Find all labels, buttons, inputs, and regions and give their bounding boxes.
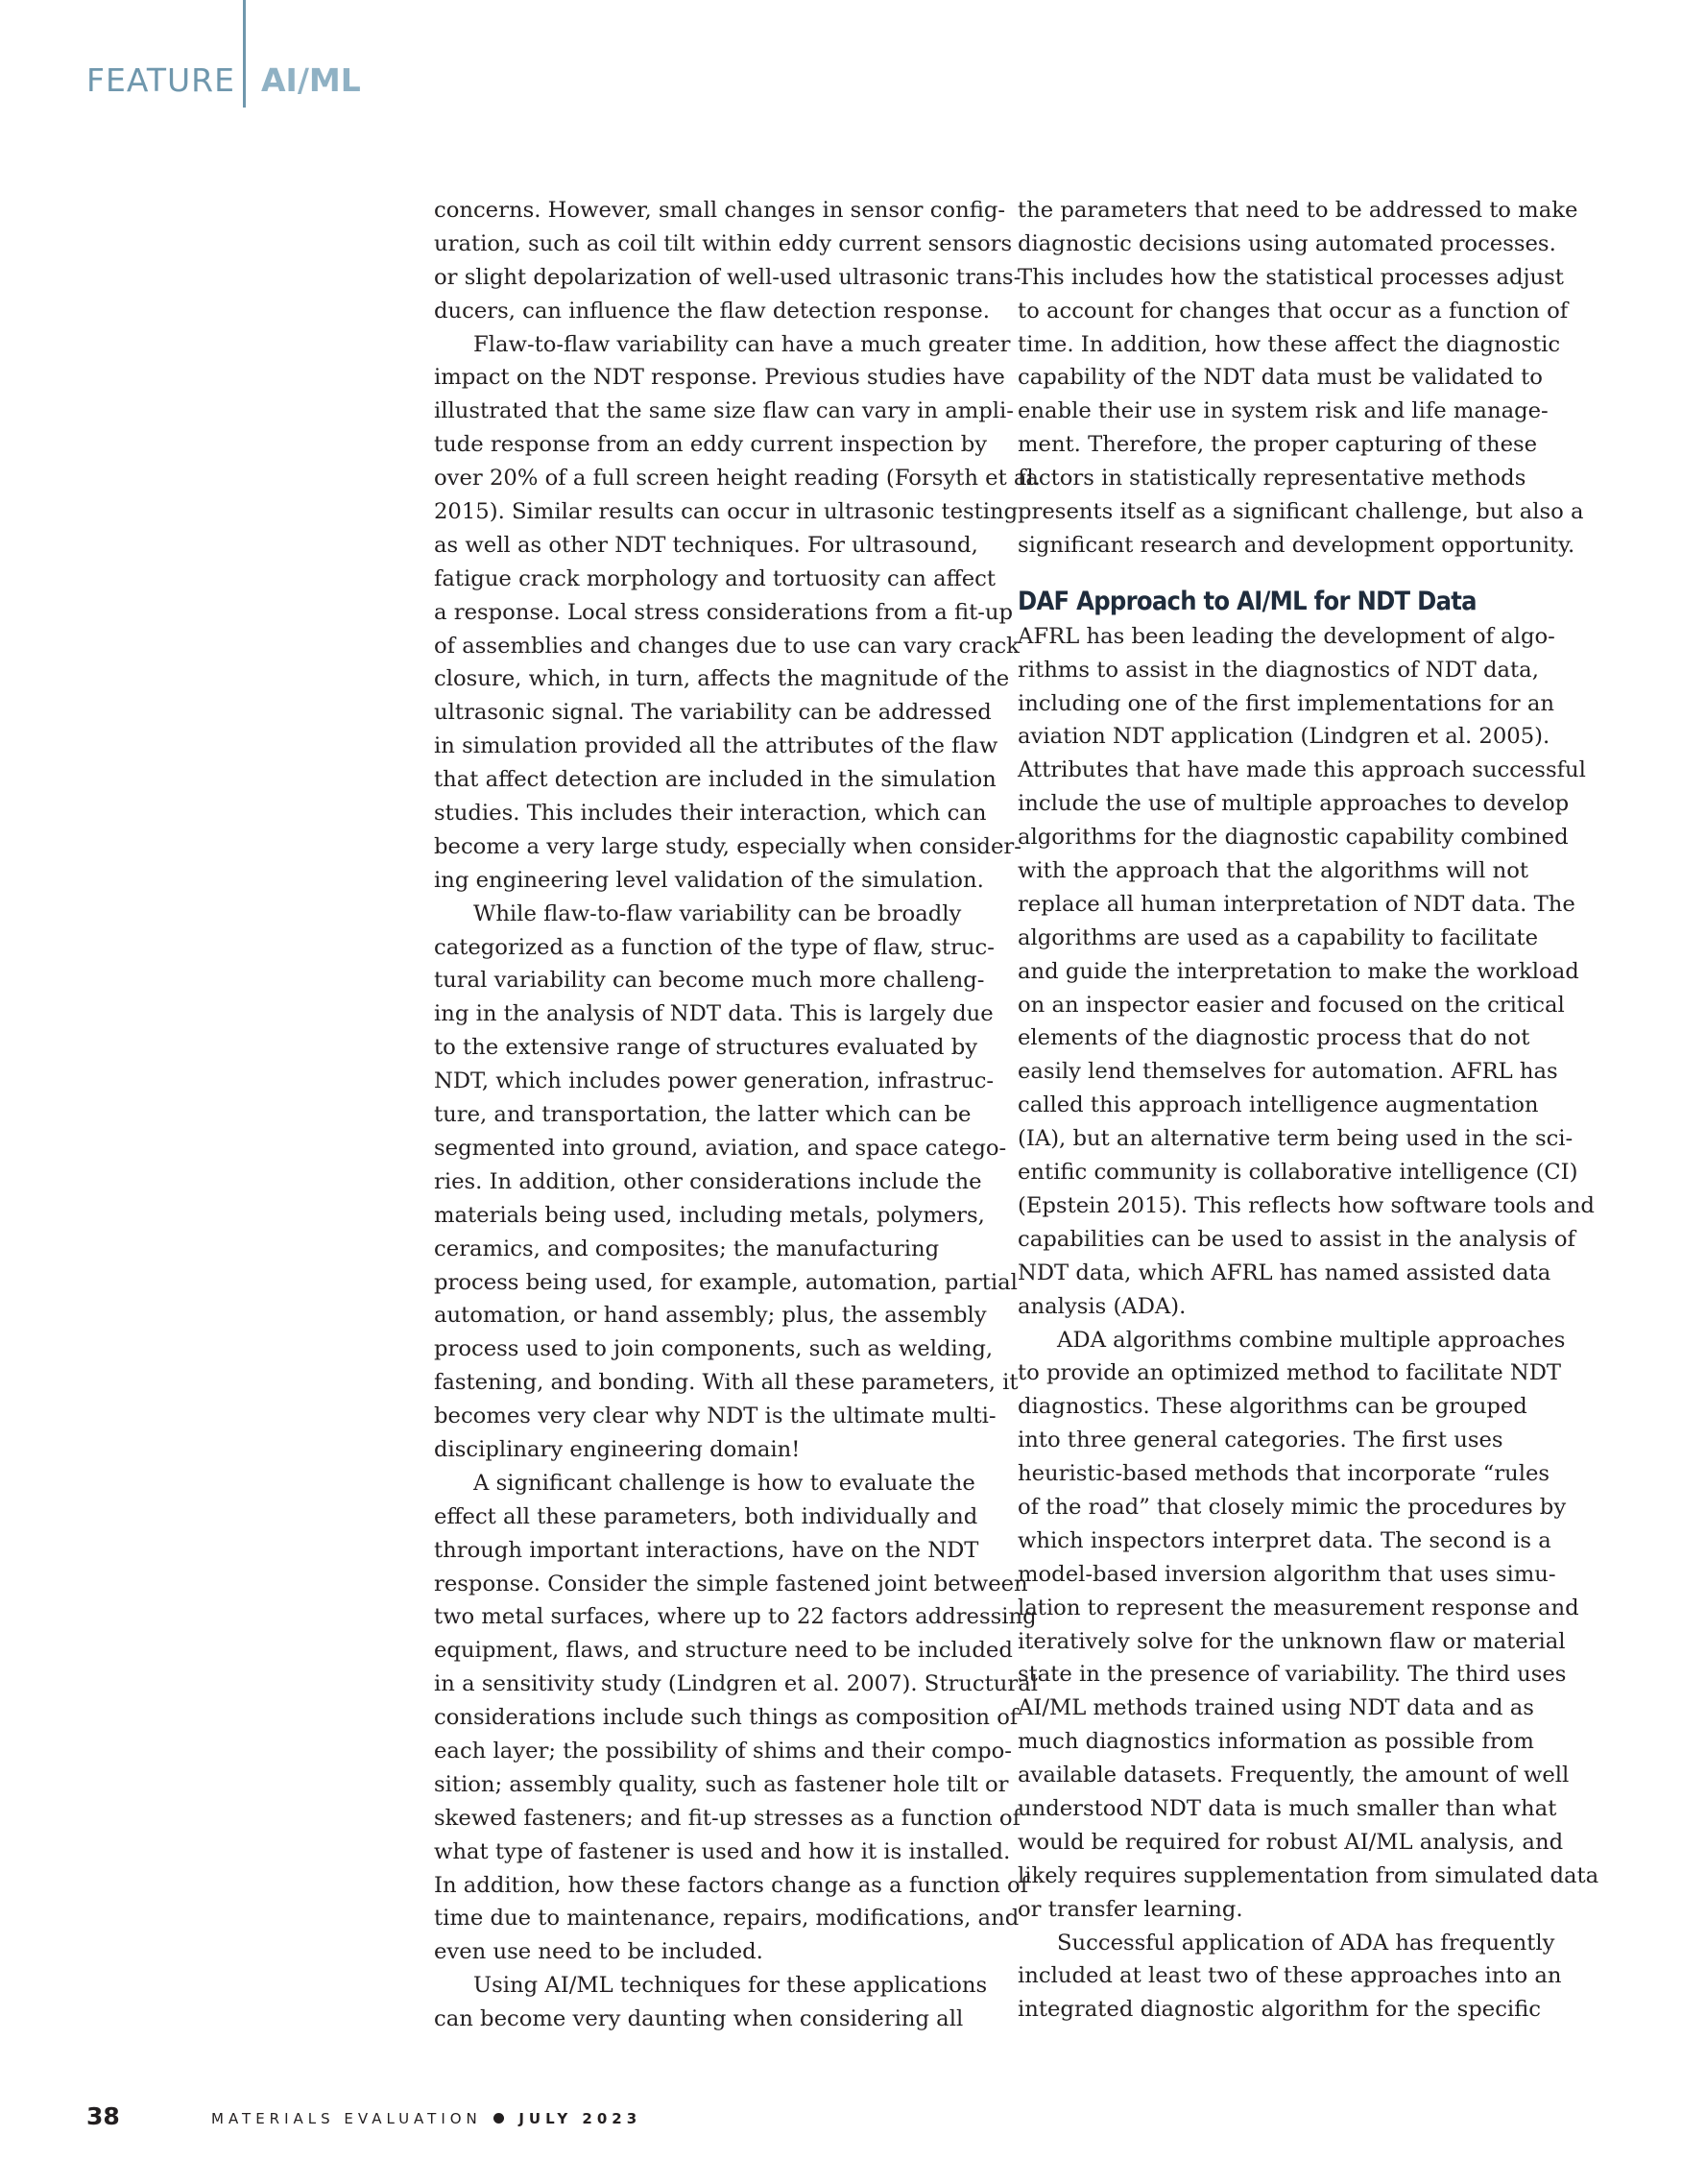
text-line: impact on the NDT response. Previous studies have (434, 365, 1005, 391)
text-line: illustrated that the same size flaw can vary in ampli- (434, 398, 1014, 424)
right-column-intro (1018, 194, 1584, 563)
text-line: each layer; the possibility of shims and their compo- (434, 1738, 1012, 1764)
section-gap (1018, 563, 1569, 584)
text-line: tude response from an eddy current inspection by (434, 432, 988, 458)
text-line: 2015). Similar results can occur in ultrasonic testing (434, 499, 1019, 525)
text-line: what type of fastener is used and how it is installed. (434, 1838, 1011, 1864)
text-line: Using AI/ML techniques for these applications (473, 1973, 988, 1999)
bullet-separator (493, 2113, 504, 2124)
text-line: of assemblies and changes due to use can vary crack (434, 633, 1020, 659)
text-line: significant research and development opportunity. (1018, 532, 1575, 558)
text-line: concerns. However, small changes in sensor config- (434, 198, 1006, 223)
publication-name: MATERIALS EVALUATION (211, 2110, 482, 2127)
text-line: model-based inversion algorithm that uses simu- (1018, 1561, 1556, 1587)
text-line: process used to join components, such as welding, (434, 1336, 994, 1362)
text-line: likely requires supplementation from simulated data (1018, 1862, 1599, 1888)
text-line: even use need to be included. (434, 1939, 763, 1965)
text-line: in a sensitivity study (Lindgren et al. 2007). Structural (434, 1671, 1038, 1697)
text-line: the parameters that need to be addressed to make (1018, 198, 1578, 223)
text-line: included at least two of these approaches into an (1018, 1963, 1562, 1989)
text-line: capabilities can be used to assist in the analysis of (1018, 1226, 1575, 1252)
text-line: Attributes that have made this approach successful (1018, 757, 1586, 783)
text-line: NDT data, which AFRL has named assisted data (1018, 1260, 1551, 1285)
text-line: Flaw-to-flaw variability can have a much greater (473, 331, 1011, 357)
text-line: over 20% of a full screen height reading (Forsyth et al. (434, 466, 1041, 492)
text-line: time due to maintenance, repairs, modifications, and (434, 1906, 1020, 1932)
text-line: ducers, can influence the flaw detection response. (434, 298, 990, 324)
text-line: factors in statistically representative methods (1018, 466, 1526, 492)
text-line: (Epstein 2015). This reflects how software tools and (1018, 1192, 1595, 1218)
text-line: In addition, how these factors change as a function of (434, 1872, 1029, 1898)
text-line: or slight depolarization of well-used ultrasonic trans- (434, 264, 1021, 290)
section-label: AI/ML (261, 61, 361, 99)
text-line: studies. This includes their interaction, which can (434, 801, 987, 827)
text-line: automation, or hand assembly; plus, the assembly (434, 1303, 987, 1329)
text-line: closure, which, in turn, affects the magnitude of the (434, 666, 1010, 692)
text-line: understood NDT data is much smaller than what (1018, 1795, 1557, 1821)
right-column (1018, 194, 1599, 2027)
text-line: equipment, flaws, and structure need to be included (434, 1638, 1013, 1664)
text-line: disciplinary engineering domain! (434, 1436, 801, 1462)
publication-line (211, 2110, 641, 2127)
text-line: skewed fasteners; and fit-up stresses as a function of (434, 1805, 1021, 1831)
text-line: fastening, and bonding. With all these parameters, it (434, 1370, 1019, 1396)
text-line: or transfer learning. (1018, 1896, 1243, 1922)
text-line: through important interactions, have on the NDT (434, 1537, 979, 1563)
text-line: replace all human interpretation of NDT data. The (1018, 891, 1575, 917)
text-line: diagnostics. These algorithms can be grouped (1018, 1394, 1527, 1420)
text-line: algorithms are used as a capability to facilitate (1018, 924, 1538, 950)
text-line: fatigue crack morphology and tortuosity can affect (434, 565, 996, 591)
text-line: would be required for robust AI/ML analysis, and (1018, 1829, 1564, 1855)
text-line: which inspectors interpret data. The second is a (1018, 1527, 1551, 1553)
text-line: aviation NDT application (Lindgren et al. 2005). (1018, 724, 1550, 750)
text-line: process being used, for example, automation, partial (434, 1269, 1018, 1295)
text-line: rithms to assist in the diagnostics of NDT data, (1018, 657, 1539, 683)
text-line: on an inspector easier and focused on the critical (1018, 992, 1565, 1018)
text-line: state in the presence of variability. The third uses (1018, 1662, 1567, 1688)
text-line: integrated diagnostic algorithm for the specific (1018, 1997, 1542, 2023)
left-column (434, 194, 1041, 2036)
text-line: heuristic-based methods that incorporate “rules (1018, 1461, 1550, 1487)
text-line: AFRL has been leading the development of algo- (1018, 623, 1555, 649)
text-line: iteratively solve for the unknown flaw or material (1018, 1628, 1566, 1654)
text-line: much diagnostics information as possible from (1018, 1729, 1534, 1755)
text-line: enable their use in system risk and life manage- (1018, 398, 1549, 424)
text-line: time. In addition, how these affect the diagnostic (1018, 331, 1561, 357)
text-line: segmented into ground, aviation, and space catego- (434, 1135, 1007, 1161)
text-line: easily lend themselves for automation. AFRL has (1018, 1059, 1558, 1085)
text-line: materials being used, including metals, polymers, (434, 1202, 985, 1228)
text-line: to account for changes that occur as a function of (1018, 298, 1569, 324)
text-line: ADA algorithms combine multiple approaches (1057, 1327, 1566, 1353)
text-line: ment. Therefore, the proper capturing of these (1018, 432, 1538, 458)
text-line: ries. In addition, other considerations include the (434, 1168, 982, 1194)
right-column-section (1018, 620, 1599, 2027)
text-line: NDT, which includes power generation, infrastruc- (434, 1068, 995, 1094)
text-line: considerations include such things as composition of (434, 1705, 1019, 1731)
text-line: categorized as a function of the type of flaw, struc- (434, 934, 995, 960)
text-line: tural variability can become much more challeng- (434, 968, 985, 994)
text-line: (IA), but an alternative term being used in the sci- (1018, 1126, 1574, 1152)
text-line: and guide the interpretation to make the workload (1018, 958, 1579, 984)
section-heading: DAF Approach to AI/ML for NDT Data (1018, 586, 1477, 616)
text-line: in simulation provided all the attributes of the flaw (434, 733, 998, 759)
text-line: elements of the diagnostic process that do not (1018, 1025, 1530, 1051)
text-line: While flaw-to-flaw variability can be broadly (473, 900, 962, 926)
text-line: becomes very clear why NDT is the ultimate multi- (434, 1404, 997, 1429)
page-number: 38 (86, 2102, 120, 2130)
text-line: A significant challenge is how to evaluate the (473, 1470, 975, 1496)
text-line: into three general categories. The first uses (1018, 1428, 1503, 1453)
header-divider (243, 0, 246, 108)
text-line: including one of the first implementations for an (1018, 690, 1554, 716)
text-line: presents itself as a significant challenge, but also a (1018, 499, 1584, 525)
text-line: capability of the NDT data must be validated to (1018, 365, 1543, 391)
text-line: AI/ML methods trained using NDT data and as (1018, 1695, 1534, 1721)
text-line: algorithms for the diagnostic capability combined (1018, 825, 1569, 851)
text-line: analysis (ADA). (1018, 1293, 1187, 1319)
issue-date: JULY 2023 (518, 2110, 642, 2127)
text-line: This includes how the statistical processes adjust (1018, 264, 1564, 290)
text-line: of the road” that closely mimic the procedures by (1018, 1494, 1567, 1520)
text-line: to the extensive range of structures evaluated by (434, 1035, 978, 1061)
text-line: response. Consider the simple fastened joint between (434, 1571, 1028, 1596)
text-line: entific community is collaborative intelligence (CI) (1018, 1160, 1578, 1186)
text-line: that affect detection are included in the simulation (434, 767, 997, 793)
text-line: become a very large study, especially when consider- (434, 833, 1021, 859)
text-line: sition; assembly quality, such as fastener hole tilt or (434, 1771, 1009, 1797)
text-line: ultrasonic signal. The variability can be addressed (434, 700, 992, 726)
text-line: available datasets. Frequently, the amount of well (1018, 1763, 1570, 1788)
text-line: two metal surfaces, where up to 22 factors addressing (434, 1604, 1037, 1630)
text-line: as well as other NDT techniques. For ultrasound, (434, 532, 978, 558)
text-line: ture, and transportation, the latter which can be (434, 1102, 972, 1128)
text-line: include the use of multiple approaches to develop (1018, 791, 1570, 817)
text-line: with the approach that the algorithms will not (1018, 858, 1529, 884)
text-line: lation to represent the measurement response and (1018, 1595, 1579, 1620)
text-line: uration, such as coil tilt within eddy current sensors (434, 230, 1013, 256)
text-line: effect all these parameters, both individually and (434, 1503, 978, 1529)
text-line: to provide an optimized method to facilitate NDT (1018, 1360, 1562, 1386)
text-line: a response. Local stress considerations from a fit-up (434, 599, 1014, 625)
text-line: ing in the analysis of NDT data. This is largely due (434, 1001, 994, 1027)
text-line: can become very daunting when considering all (434, 2006, 964, 2032)
text-line: ceramics, and composites; the manufacturing (434, 1236, 940, 1261)
text-line: called this approach intelligence augmentation (1018, 1092, 1539, 1118)
text-line: diagnostic decisions using automated processes. (1018, 230, 1556, 256)
text-line: Successful application of ADA has frequently (1057, 1930, 1555, 1956)
feature-label: FEATURE (86, 61, 235, 99)
text-line: ing engineering level validation of the simulation. (434, 867, 984, 893)
